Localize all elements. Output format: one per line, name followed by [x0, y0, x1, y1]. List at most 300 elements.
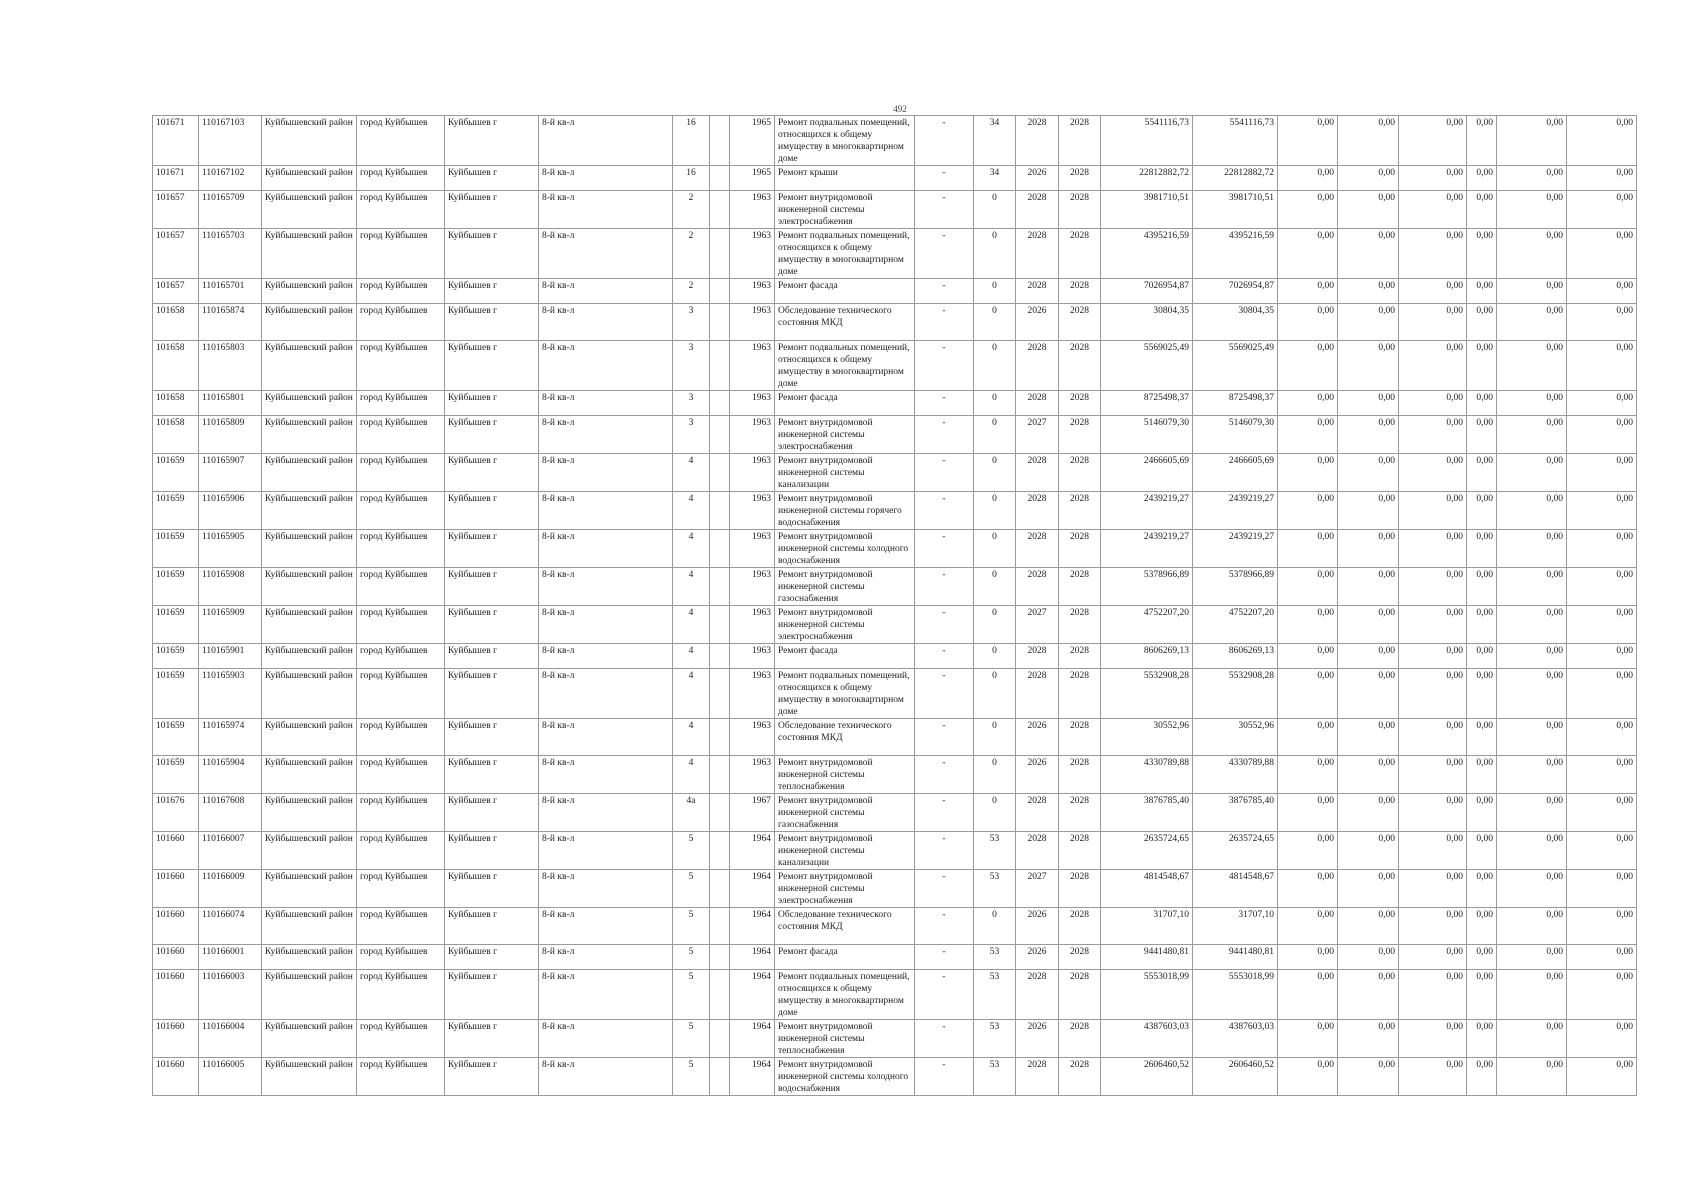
wear-percent-cell: 34 [974, 116, 1016, 166]
building-cell [710, 279, 730, 304]
district-cell: Куйбышевский район [262, 945, 357, 970]
work-type-cell: Ремонт внутридомовой инженерной системы канализации [775, 454, 915, 492]
building-cell [710, 568, 730, 606]
fund-cost-cell: 31707,10 [1193, 908, 1278, 945]
unit-cell: - [915, 870, 974, 908]
local-cell: 0,00 [1399, 391, 1467, 416]
work-id-cell: 110165701 [199, 279, 262, 304]
building-cell [710, 756, 730, 794]
street-cell: 8-й кв-л [539, 568, 673, 606]
settlement-cell: Куйбышев г [445, 1058, 539, 1096]
wear-percent-cell: 0 [974, 606, 1016, 644]
house-id-cell: 101676 [153, 794, 199, 832]
table-row [153, 794, 1637, 832]
house-number-cell: 5 [673, 970, 710, 1020]
work-type-cell: Ремонт фасада [775, 644, 915, 669]
fund-cost-cell: 2606460,52 [1193, 1058, 1278, 1096]
settlement-cell: Куйбышев г [445, 794, 539, 832]
reserve-cell: 0,00 [1567, 391, 1637, 416]
plan-year-cell: 2028 [1016, 970, 1059, 1020]
house-id-cell: 101671 [153, 166, 199, 191]
reserve-cell: 0,00 [1567, 644, 1637, 669]
local-cell: 0,00 [1399, 756, 1467, 794]
other-cell: 0,00 [1497, 304, 1567, 341]
local-cell: 0,00 [1399, 719, 1467, 756]
table-row [153, 416, 1637, 454]
house-number-cell: 4 [673, 530, 710, 568]
work-type-cell: Ремонт подвальных помещений, относящихся к общему имуществу в многоквартирном доме [775, 669, 915, 719]
unit-cell: - [915, 719, 974, 756]
settlement-cell: Куйбышев г [445, 304, 539, 341]
wear-percent-cell: 0 [974, 794, 1016, 832]
year-built-cell: 1963 [730, 341, 775, 391]
work-id-cell: 110165974 [199, 719, 262, 756]
unit-cell: - [915, 530, 974, 568]
work-id-cell: 110167102 [199, 166, 262, 191]
end-year-cell: 2028 [1059, 454, 1101, 492]
other-cell: 0,00 [1497, 719, 1567, 756]
table-row [153, 756, 1637, 794]
regional-cell: 0,00 [1338, 719, 1399, 756]
district-cell: Куйбышевский район [262, 719, 357, 756]
year-built-cell: 1965 [730, 116, 775, 166]
street-cell: 8-й кв-л [539, 756, 673, 794]
district-cell: Куйбышевский район [262, 304, 357, 341]
building-cell [710, 945, 730, 970]
other-cell: 0,00 [1497, 416, 1567, 454]
owners-cell: 0,00 [1467, 719, 1497, 756]
wear-percent-cell: 53 [974, 970, 1016, 1020]
building-cell [710, 530, 730, 568]
year-built-cell: 1963 [730, 568, 775, 606]
work-type-cell: Обследование технического состояния МКД [775, 304, 915, 341]
fund-cost-cell: 2439219,27 [1193, 492, 1278, 530]
unit-cell: - [915, 756, 974, 794]
municipality-cell: город Куйбышев [357, 644, 445, 669]
owners-cell: 0,00 [1467, 606, 1497, 644]
total-cost-cell: 30552,96 [1101, 719, 1193, 756]
regional-cell: 0,00 [1338, 568, 1399, 606]
settlement-cell: Куйбышев г [445, 832, 539, 870]
total-cost-cell: 5553018,99 [1101, 970, 1193, 1020]
street-cell: 8-й кв-л [539, 794, 673, 832]
federal-cell: 0,00 [1278, 669, 1338, 719]
end-year-cell: 2028 [1059, 116, 1101, 166]
unit-cell: - [915, 492, 974, 530]
street-cell: 8-й кв-л [539, 719, 673, 756]
plan-year-cell: 2026 [1016, 166, 1059, 191]
house-number-cell: 4 [673, 669, 710, 719]
settlement-cell: Куйбышев г [445, 492, 539, 530]
work-id-cell: 110165901 [199, 644, 262, 669]
end-year-cell: 2028 [1059, 832, 1101, 870]
municipality-cell: город Куйбышев [357, 1058, 445, 1096]
work-type-cell: Ремонт внутридомовой инженерной системы холодного водоснабжения [775, 1058, 915, 1096]
table-row [153, 669, 1637, 719]
regional-cell: 0,00 [1338, 606, 1399, 644]
building-cell [710, 719, 730, 756]
total-cost-cell: 22812882,72 [1101, 166, 1193, 191]
year-built-cell: 1964 [730, 908, 775, 945]
local-cell: 0,00 [1399, 870, 1467, 908]
district-cell: Куйбышевский район [262, 794, 357, 832]
house-number-cell: 4 [673, 606, 710, 644]
capital-repair-table [152, 115, 1637, 1096]
owners-cell: 0,00 [1467, 191, 1497, 229]
building-cell [710, 341, 730, 391]
house-number-cell: 16 [673, 116, 710, 166]
unit-cell: - [915, 832, 974, 870]
fund-cost-cell: 2635724,65 [1193, 832, 1278, 870]
plan-year-cell: 2026 [1016, 719, 1059, 756]
house-id-cell: 101657 [153, 229, 199, 279]
house-number-cell: 5 [673, 1058, 710, 1096]
other-cell: 0,00 [1497, 391, 1567, 416]
federal-cell: 0,00 [1278, 229, 1338, 279]
owners-cell: 0,00 [1467, 1058, 1497, 1096]
table-row [153, 719, 1637, 756]
regional-cell: 0,00 [1338, 908, 1399, 945]
other-cell: 0,00 [1497, 644, 1567, 669]
total-cost-cell: 5541116,73 [1101, 116, 1193, 166]
local-cell: 0,00 [1399, 832, 1467, 870]
house-number-cell: 4 [673, 644, 710, 669]
work-id-cell: 110166005 [199, 1058, 262, 1096]
reserve-cell: 0,00 [1567, 870, 1637, 908]
house-id-cell: 101660 [153, 945, 199, 970]
municipality-cell: город Куйбышев [357, 492, 445, 530]
settlement-cell: Куйбышев г [445, 970, 539, 1020]
work-type-cell: Ремонт подвальных помещений, относящихся к общему имуществу в многоквартирном доме [775, 970, 915, 1020]
year-built-cell: 1963 [730, 416, 775, 454]
regional-cell: 0,00 [1338, 669, 1399, 719]
district-cell: Куйбышевский район [262, 341, 357, 391]
regional-cell: 0,00 [1338, 530, 1399, 568]
district-cell: Куйбышевский район [262, 116, 357, 166]
street-cell: 8-й кв-л [539, 116, 673, 166]
table-row [153, 644, 1637, 669]
house-id-cell: 101657 [153, 191, 199, 229]
federal-cell: 0,00 [1278, 191, 1338, 229]
house-number-cell: 2 [673, 191, 710, 229]
plan-year-cell: 2028 [1016, 644, 1059, 669]
settlement-cell: Куйбышев г [445, 756, 539, 794]
street-cell: 8-й кв-л [539, 492, 673, 530]
table-row [153, 908, 1637, 945]
work-id-cell: 110165703 [199, 229, 262, 279]
local-cell: 0,00 [1399, 970, 1467, 1020]
work-id-cell: 110166003 [199, 970, 262, 1020]
total-cost-cell: 5146079,30 [1101, 416, 1193, 454]
fund-cost-cell: 8725498,37 [1193, 391, 1278, 416]
other-cell: 0,00 [1497, 1020, 1567, 1058]
settlement-cell: Куйбышев г [445, 908, 539, 945]
federal-cell: 0,00 [1278, 492, 1338, 530]
work-type-cell: Ремонт внутридомовой инженерной системы горячего водоснабжения [775, 492, 915, 530]
municipality-cell: город Куйбышев [357, 416, 445, 454]
owners-cell: 0,00 [1467, 530, 1497, 568]
settlement-cell: Куйбышев г [445, 568, 539, 606]
building-cell [710, 870, 730, 908]
plan-year-cell: 2028 [1016, 229, 1059, 279]
municipality-cell: город Куйбышев [357, 719, 445, 756]
end-year-cell: 2028 [1059, 870, 1101, 908]
owners-cell: 0,00 [1467, 416, 1497, 454]
end-year-cell: 2028 [1059, 391, 1101, 416]
municipality-cell: город Куйбышев [357, 229, 445, 279]
local-cell: 0,00 [1399, 669, 1467, 719]
settlement-cell: Куйбышев г [445, 391, 539, 416]
house-number-cell: 4 [673, 756, 710, 794]
fund-cost-cell: 4387603,03 [1193, 1020, 1278, 1058]
total-cost-cell: 4387603,03 [1101, 1020, 1193, 1058]
building-cell [710, 644, 730, 669]
work-id-cell: 110166009 [199, 870, 262, 908]
municipality-cell: город Куйбышев [357, 606, 445, 644]
wear-percent-cell: 0 [974, 719, 1016, 756]
municipality-cell: город Куйбышев [357, 669, 445, 719]
other-cell: 0,00 [1497, 116, 1567, 166]
house-id-cell: 101658 [153, 341, 199, 391]
district-cell: Куйбышевский район [262, 832, 357, 870]
federal-cell: 0,00 [1278, 945, 1338, 970]
wear-percent-cell: 0 [974, 669, 1016, 719]
district-cell: Куйбышевский район [262, 568, 357, 606]
unit-cell: - [915, 191, 974, 229]
table-row [153, 116, 1637, 166]
wear-percent-cell: 53 [974, 1058, 1016, 1096]
house-number-cell: 4 [673, 492, 710, 530]
fund-cost-cell: 4814548,67 [1193, 870, 1278, 908]
work-type-cell: Ремонт подвальных помещений, относящихся к общему имуществу в многоквартирном доме [775, 116, 915, 166]
district-cell: Куйбышевский район [262, 1020, 357, 1058]
owners-cell: 0,00 [1467, 279, 1497, 304]
district-cell: Куйбышевский район [262, 1058, 357, 1096]
district-cell: Куйбышевский район [262, 279, 357, 304]
unit-cell: - [915, 1020, 974, 1058]
municipality-cell: город Куйбышев [357, 454, 445, 492]
wear-percent-cell: 0 [974, 304, 1016, 341]
owners-cell: 0,00 [1467, 644, 1497, 669]
local-cell: 0,00 [1399, 1058, 1467, 1096]
work-id-cell: 110166074 [199, 908, 262, 945]
district-cell: Куйбышевский район [262, 492, 357, 530]
end-year-cell: 2028 [1059, 191, 1101, 229]
street-cell: 8-й кв-л [539, 391, 673, 416]
settlement-cell: Куйбышев г [445, 116, 539, 166]
building-cell [710, 794, 730, 832]
wear-percent-cell: 0 [974, 279, 1016, 304]
total-cost-cell: 3981710,51 [1101, 191, 1193, 229]
work-type-cell: Ремонт внутридомовой инженерной системы газоснабжения [775, 568, 915, 606]
work-type-cell: Обследование технического состояния МКД [775, 908, 915, 945]
total-cost-cell: 5378966,89 [1101, 568, 1193, 606]
work-id-cell: 110166004 [199, 1020, 262, 1058]
reserve-cell: 0,00 [1567, 568, 1637, 606]
building-cell [710, 1020, 730, 1058]
fund-cost-cell: 22812882,72 [1193, 166, 1278, 191]
settlement-cell: Куйбышев г [445, 606, 539, 644]
building-cell [710, 908, 730, 945]
local-cell: 0,00 [1399, 530, 1467, 568]
house-id-cell: 101660 [153, 908, 199, 945]
work-type-cell: Ремонт внутридомовой инженерной системы электроснабжения [775, 870, 915, 908]
building-cell [710, 669, 730, 719]
work-type-cell: Ремонт внутридомовой инженерной системы холодного водоснабжения [775, 530, 915, 568]
federal-cell: 0,00 [1278, 644, 1338, 669]
unit-cell: - [915, 606, 974, 644]
other-cell: 0,00 [1497, 832, 1567, 870]
reserve-cell: 0,00 [1567, 492, 1637, 530]
house-number-cell: 5 [673, 870, 710, 908]
reserve-cell: 0,00 [1567, 832, 1637, 870]
municipality-cell: город Куйбышев [357, 870, 445, 908]
table-row [153, 945, 1637, 970]
house-number-cell: 3 [673, 391, 710, 416]
unit-cell: - [915, 669, 974, 719]
district-cell: Куйбышевский район [262, 970, 357, 1020]
house-number-cell: 2 [673, 229, 710, 279]
building-cell [710, 229, 730, 279]
end-year-cell: 2028 [1059, 530, 1101, 568]
municipality-cell: город Куйбышев [357, 166, 445, 191]
local-cell: 0,00 [1399, 945, 1467, 970]
work-type-cell: Ремонт крыши [775, 166, 915, 191]
federal-cell: 0,00 [1278, 908, 1338, 945]
reserve-cell: 0,00 [1567, 166, 1637, 191]
owners-cell: 0,00 [1467, 391, 1497, 416]
total-cost-cell: 5532908,28 [1101, 669, 1193, 719]
street-cell: 8-й кв-л [539, 191, 673, 229]
street-cell: 8-й кв-л [539, 669, 673, 719]
regional-cell: 0,00 [1338, 279, 1399, 304]
unit-cell: - [915, 454, 974, 492]
year-built-cell: 1964 [730, 832, 775, 870]
federal-cell: 0,00 [1278, 606, 1338, 644]
regional-cell: 0,00 [1338, 794, 1399, 832]
reserve-cell: 0,00 [1567, 530, 1637, 568]
federal-cell: 0,00 [1278, 719, 1338, 756]
wear-percent-cell: 0 [974, 644, 1016, 669]
other-cell: 0,00 [1497, 970, 1567, 1020]
table-row [153, 1058, 1637, 1096]
regional-cell: 0,00 [1338, 832, 1399, 870]
table-row [153, 832, 1637, 870]
end-year-cell: 2028 [1059, 644, 1101, 669]
municipality-cell: город Куйбышев [357, 970, 445, 1020]
house-id-cell: 101659 [153, 606, 199, 644]
reserve-cell: 0,00 [1567, 229, 1637, 279]
unit-cell: - [915, 568, 974, 606]
local-cell: 0,00 [1399, 304, 1467, 341]
local-cell: 0,00 [1399, 229, 1467, 279]
building-cell [710, 606, 730, 644]
unit-cell: - [915, 945, 974, 970]
wear-percent-cell: 53 [974, 1020, 1016, 1058]
regional-cell: 0,00 [1338, 945, 1399, 970]
street-cell: 8-й кв-л [539, 606, 673, 644]
work-id-cell: 110165874 [199, 304, 262, 341]
total-cost-cell: 2466605,69 [1101, 454, 1193, 492]
total-cost-cell: 7026954,87 [1101, 279, 1193, 304]
end-year-cell: 2028 [1059, 568, 1101, 606]
plan-year-cell: 2028 [1016, 391, 1059, 416]
reserve-cell: 0,00 [1567, 1020, 1637, 1058]
street-cell: 8-й кв-л [539, 945, 673, 970]
total-cost-cell: 3876785,40 [1101, 794, 1193, 832]
house-id-cell: 101659 [153, 454, 199, 492]
fund-cost-cell: 2466605,69 [1193, 454, 1278, 492]
unit-cell: - [915, 908, 974, 945]
other-cell: 0,00 [1497, 166, 1567, 191]
year-built-cell: 1963 [730, 756, 775, 794]
work-id-cell: 110165709 [199, 191, 262, 229]
fund-cost-cell: 30804,35 [1193, 304, 1278, 341]
work-id-cell: 110167608 [199, 794, 262, 832]
owners-cell: 0,00 [1467, 166, 1497, 191]
unit-cell: - [915, 1058, 974, 1096]
local-cell: 0,00 [1399, 279, 1467, 304]
district-cell: Куйбышевский район [262, 606, 357, 644]
owners-cell: 0,00 [1467, 970, 1497, 1020]
year-built-cell: 1963 [730, 644, 775, 669]
house-number-cell: 5 [673, 1020, 710, 1058]
fund-cost-cell: 3876785,40 [1193, 794, 1278, 832]
house-id-cell: 101659 [153, 669, 199, 719]
work-id-cell: 110165908 [199, 568, 262, 606]
end-year-cell: 2028 [1059, 166, 1101, 191]
building-cell [710, 492, 730, 530]
table-row [153, 454, 1637, 492]
house-id-cell: 101660 [153, 832, 199, 870]
street-cell: 8-й кв-л [539, 644, 673, 669]
year-built-cell: 1964 [730, 945, 775, 970]
table-row [153, 606, 1637, 644]
plan-year-cell: 2028 [1016, 454, 1059, 492]
unit-cell: - [915, 166, 974, 191]
work-type-cell: Ремонт фасада [775, 945, 915, 970]
district-cell: Куйбышевский район [262, 669, 357, 719]
street-cell: 8-й кв-л [539, 530, 673, 568]
wear-percent-cell: 0 [974, 756, 1016, 794]
wear-percent-cell: 0 [974, 391, 1016, 416]
reserve-cell: 0,00 [1567, 719, 1637, 756]
table-row [153, 492, 1637, 530]
local-cell: 0,00 [1399, 568, 1467, 606]
settlement-cell: Куйбышев г [445, 229, 539, 279]
table-row [153, 191, 1637, 229]
building-cell [710, 454, 730, 492]
federal-cell: 0,00 [1278, 279, 1338, 304]
house-id-cell: 101658 [153, 416, 199, 454]
table-row [153, 341, 1637, 391]
local-cell: 0,00 [1399, 1020, 1467, 1058]
plan-year-cell: 2028 [1016, 492, 1059, 530]
local-cell: 0,00 [1399, 416, 1467, 454]
municipality-cell: город Куйбышев [357, 756, 445, 794]
end-year-cell: 2028 [1059, 970, 1101, 1020]
building-cell [710, 416, 730, 454]
municipality-cell: город Куйбышев [357, 794, 445, 832]
street-cell: 8-й кв-л [539, 908, 673, 945]
table-row [153, 391, 1637, 416]
house-id-cell: 101657 [153, 279, 199, 304]
year-built-cell: 1964 [730, 970, 775, 1020]
house-id-cell: 101660 [153, 1020, 199, 1058]
year-built-cell: 1963 [730, 229, 775, 279]
wear-percent-cell: 53 [974, 832, 1016, 870]
wear-percent-cell: 0 [974, 908, 1016, 945]
